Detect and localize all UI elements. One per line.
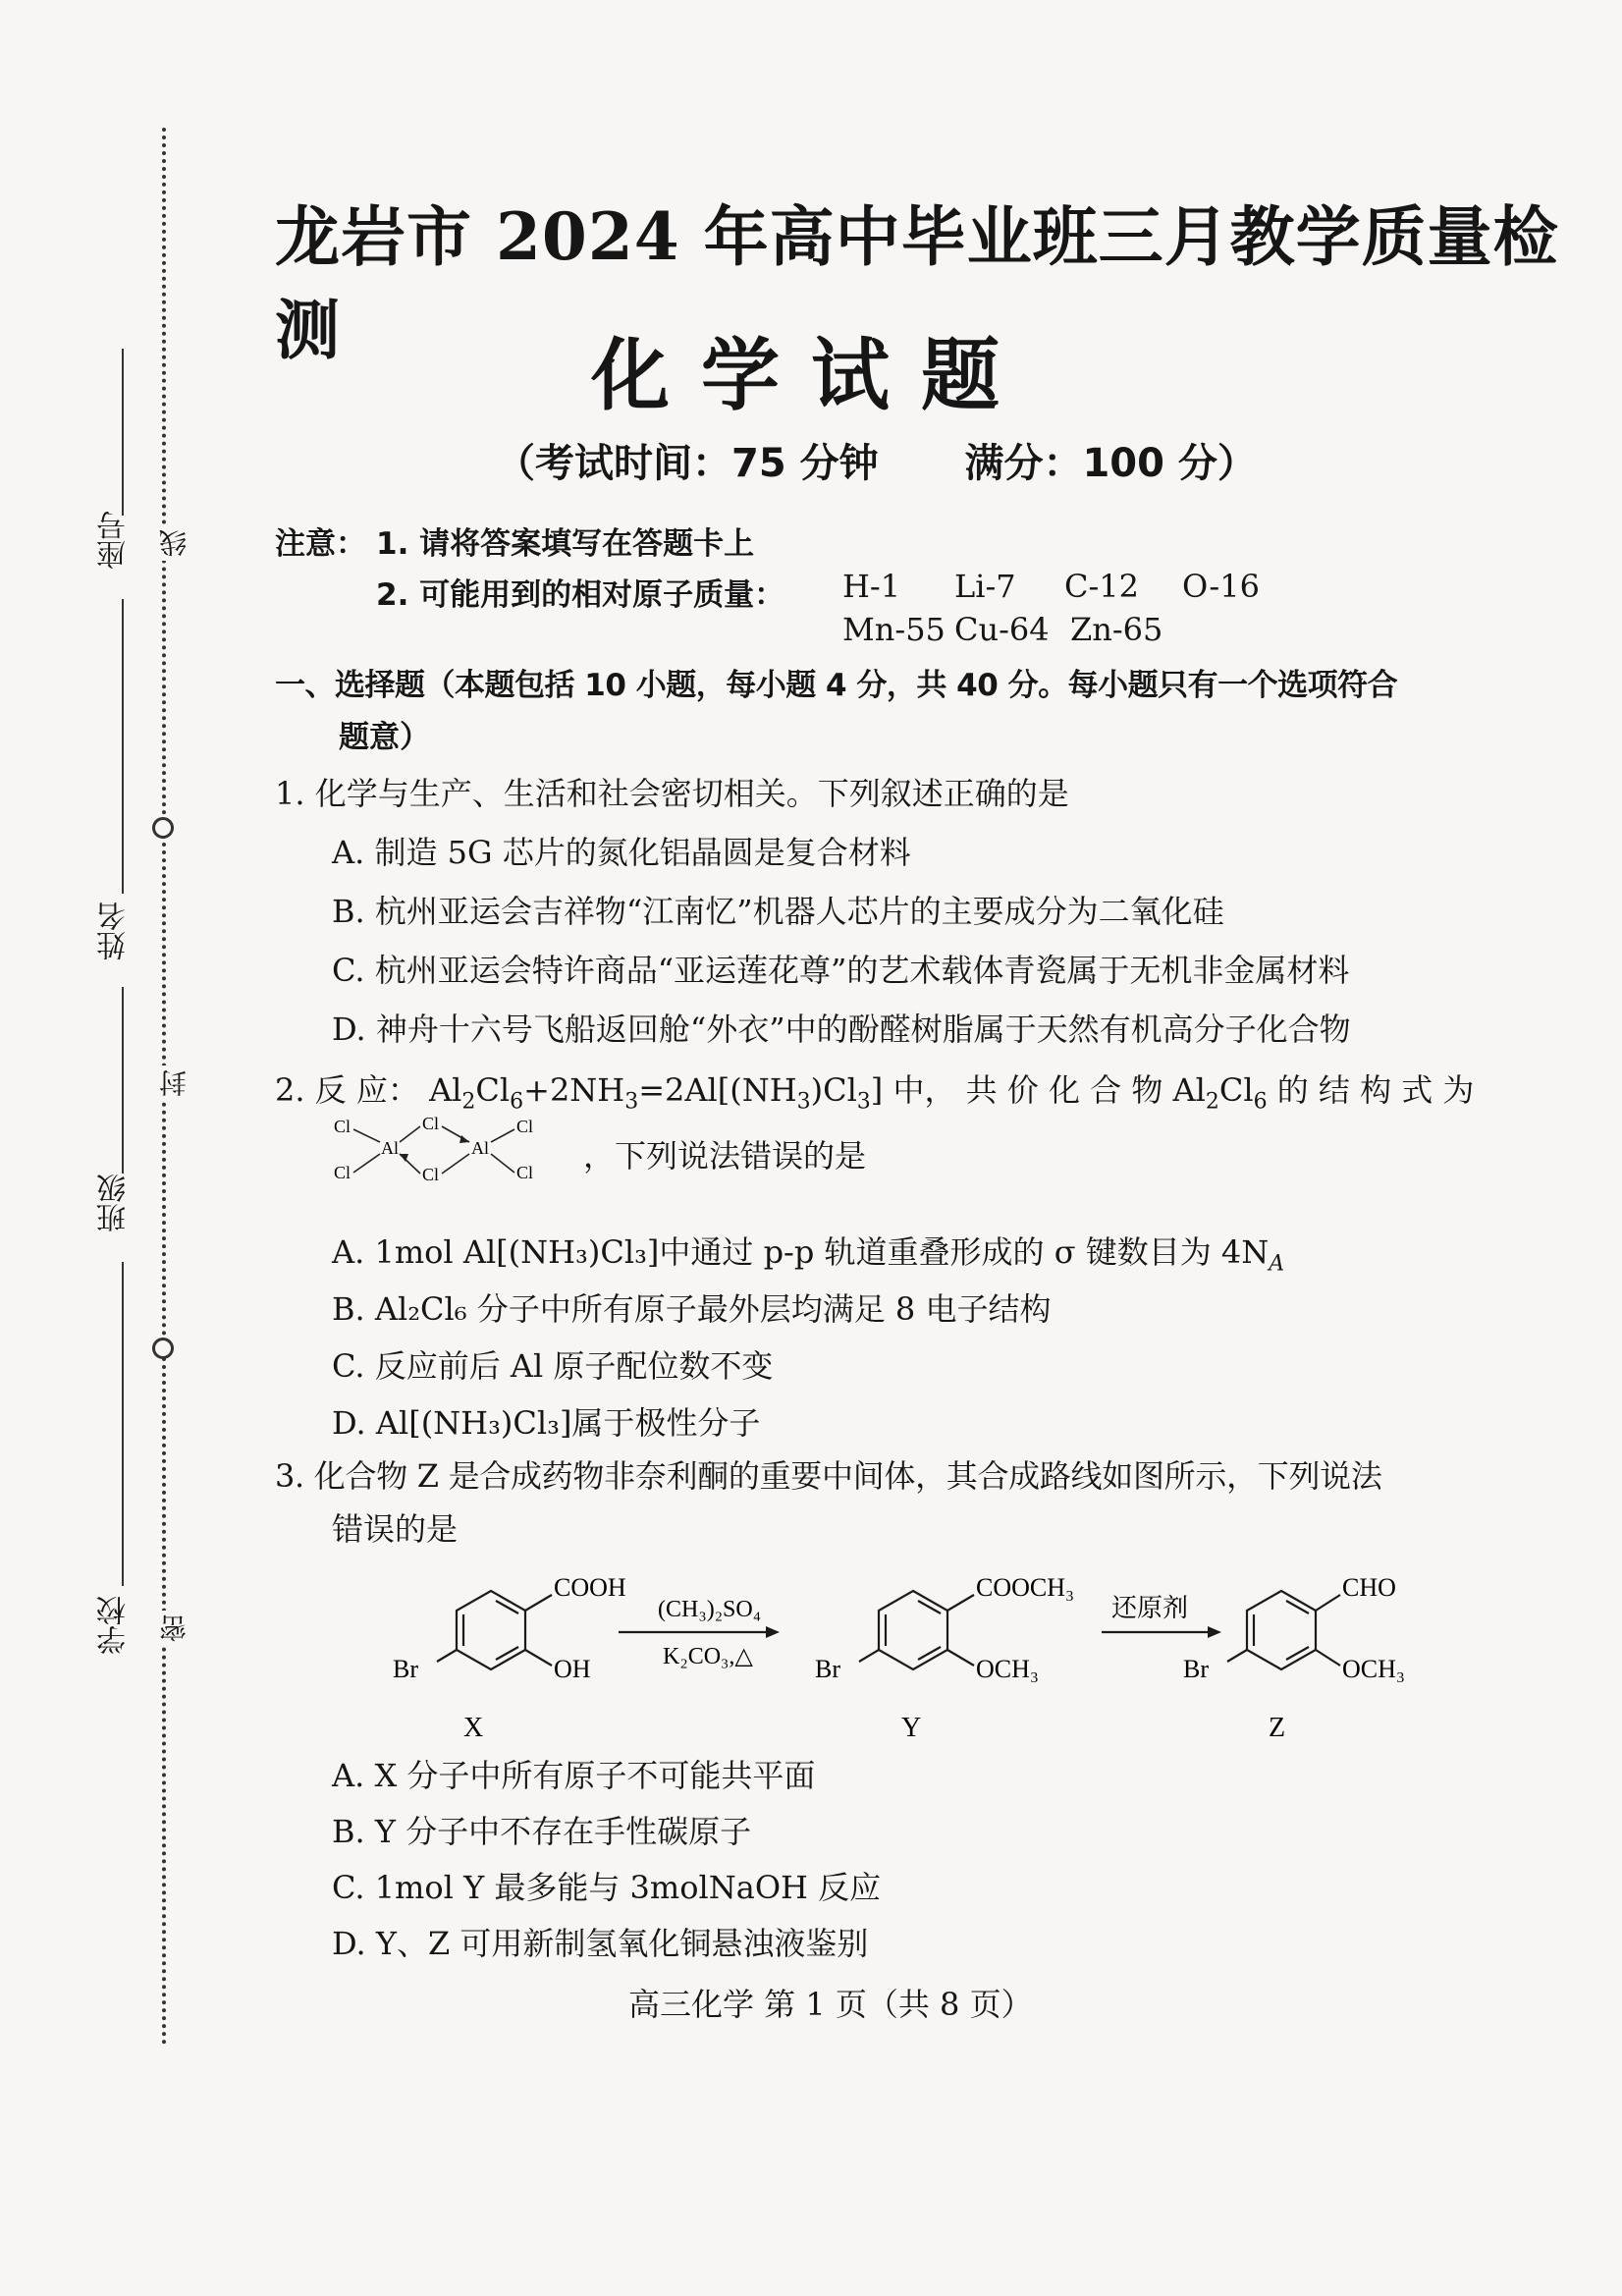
compound-y-label: Y: [901, 1713, 922, 1743]
q2-option-a: A. 1mol Al[(NH₃)Cl₃]中通过 p-p 轨道重叠形成的 σ 键数目为 $4N_A$: [332, 1233, 1285, 1277]
school-blank-line: [122, 1262, 124, 1586]
y-br-atom: Br: [815, 1655, 840, 1683]
atomic-mass-h: H-1: [842, 568, 901, 605]
cl-atom: Cl: [516, 1163, 534, 1182]
cl-atom: Cl: [516, 1117, 534, 1136]
arrow1-reagent: (CH₃)₂SO₄: [658, 1597, 762, 1622]
al-atom: Al: [471, 1138, 489, 1158]
cl-atom: Cl: [334, 1163, 351, 1182]
q1-option-c: C. 杭州亚运会特许商品“亚运莲花尊”的艺术载体青瓷属于无机非金属材料: [332, 952, 1350, 989]
q2-suffix: 的 结 构 式 为: [1276, 1071, 1475, 1109]
section-heading-cont: 题意）: [339, 720, 430, 755]
notes-label: 注意：: [275, 526, 366, 562]
cl-atom: Cl: [334, 1117, 351, 1136]
q2-option-d: D. Al[(NH₃)Cl₃]属于极性分子: [332, 1404, 761, 1442]
seat-label: 座号: [97, 511, 132, 570]
cl-atom: Cl: [422, 1114, 440, 1133]
page-footer: 高三化学 第 1 页（共 8 页）: [628, 1986, 1033, 2023]
q2-equation: $Al_2Cl_6+2NH_3=2Al[(NH_3)Cl_3]$: [429, 1071, 884, 1115]
dotted-cut-line-top: [162, 128, 166, 815]
al-atom: Al: [381, 1138, 399, 1158]
q2-tail: ，下列说法错误的是: [583, 1137, 867, 1175]
arrow1-condition: K₂CO₃,△: [663, 1644, 753, 1669]
z-aldehyde-group: CHO: [1342, 1573, 1396, 1602]
q3-option-a: A. X 分子中所有原子不可能共平面: [332, 1757, 816, 1794]
name-label: 姓名: [97, 902, 132, 960]
school-label: 学校: [97, 1596, 132, 1655]
note-item-2: 2. 可能用到的相对原子质量：: [376, 577, 785, 613]
x-oh-group: OH: [554, 1655, 591, 1683]
synthesis-route-diagram: [363, 1552, 1443, 1748]
q1-stem: 1. 化学与生产、生活和社会密切相关。下列叙述正确的是: [275, 775, 1069, 812]
cl-atom: Cl: [422, 1165, 440, 1184]
seal-char-seal: 封: [155, 1066, 194, 1101]
q2-prefix: 2. 反 应：: [275, 1071, 419, 1109]
y-methoxy-group: OCH₃: [976, 1655, 1039, 1683]
atomic-mass-o: O-16: [1182, 568, 1260, 605]
q2-option-c: C. 反应前后 Al 原子配位数不变: [332, 1347, 774, 1385]
note-item-1: 1. 请将答案填写在答题卡上: [376, 526, 755, 562]
z-methoxy-group: OCH₃: [1342, 1655, 1405, 1683]
y-ester-group: COOCH₃: [976, 1573, 1075, 1602]
q3-option-d: D. Y、Z 可用新制氢氧化铜悬浊液鉴别: [332, 1925, 869, 1962]
al2cl6-structure-diagram: [324, 1110, 579, 1188]
binding-hole-icon: [152, 817, 174, 839]
seal-char-secret: 密: [155, 1611, 194, 1646]
q3-stem-cont: 错误的是: [332, 1510, 459, 1548]
arrow2-reagent: 还原剂: [1111, 1594, 1189, 1622]
exam-title: 龙岩市 2024 年高中毕业班三月教学质量检测: [275, 198, 1559, 368]
seal-char-line: 线: [155, 525, 194, 561]
q1-option-a: A. 制造 5G 芯片的氮化铝晶圆是复合材料: [332, 834, 911, 871]
atomic-mass-cu: Cu-64: [954, 611, 1050, 648]
class-blank-line: [122, 987, 124, 1174]
q2-option-a-text: 1mol Al[(NH₃)Cl₃]中通过 p-p 轨道重叠形成的 σ 键数目为 4N: [374, 1233, 1270, 1271]
dotted-cut-line-bottom: [162, 1357, 166, 2045]
q3-option-b: B. Y 分子中不存在手性碳原子: [332, 1813, 752, 1850]
exam-subject: 化学试题: [591, 329, 1031, 421]
z-br-atom: Br: [1183, 1655, 1209, 1683]
q2-formula: $Al_2Cl_6$: [1172, 1071, 1268, 1115]
section-heading: 一、选择题（本题包括 10 小题，每小题 4 分，共 40 分。每小题只有一个选项符合: [275, 668, 1398, 703]
q3-stem: 3. 化合物 Z 是合成药物非奈利酮的重要中间体，其合成路线如图所示，下列说法: [275, 1457, 1382, 1495]
x-cooh-group: COOH: [554, 1573, 626, 1602]
exam-full-score: 满分：100 分）: [964, 441, 1257, 486]
binding-hole-icon: [152, 1338, 174, 1359]
compound-x-label: X: [463, 1713, 484, 1743]
exam-duration: （考试时间：75 分钟: [496, 441, 879, 486]
q2-stem: [275, 1066, 1474, 1114]
name-blank-line: [122, 599, 124, 894]
q2-middle: 中， 共 价 化 合 物: [892, 1071, 1163, 1109]
q2-option-b: B. Al₂Cl₆ 分子中所有原子最外层均满足 8 电子结构: [332, 1290, 1052, 1328]
q1-option-b: B. 杭州亚运会吉祥物“江南忆”机器人芯片的主要成分为二氧化硅: [332, 893, 1224, 930]
x-br-atom: Br: [393, 1655, 418, 1683]
compound-z-label: Z: [1269, 1713, 1286, 1743]
atomic-mass-zn: Zn-65: [1070, 611, 1163, 648]
q3-option-c: C. 1mol Y 最多能与 3molNaOH 反应: [332, 1869, 882, 1906]
atomic-mass-mn: Mn-55: [842, 611, 946, 648]
q1-option-d: D. 神舟十六号飞船返回舱“外衣”中的酚醛树脂属于天然有机高分子化合物: [332, 1011, 1351, 1048]
atomic-mass-li: Li-7: [954, 568, 1016, 605]
atomic-mass-c: C-12: [1064, 568, 1140, 605]
exam-time-info: [496, 432, 1257, 488]
class-label: 班级: [97, 1174, 132, 1232]
avogadro-subscript: A: [1269, 1251, 1285, 1277]
